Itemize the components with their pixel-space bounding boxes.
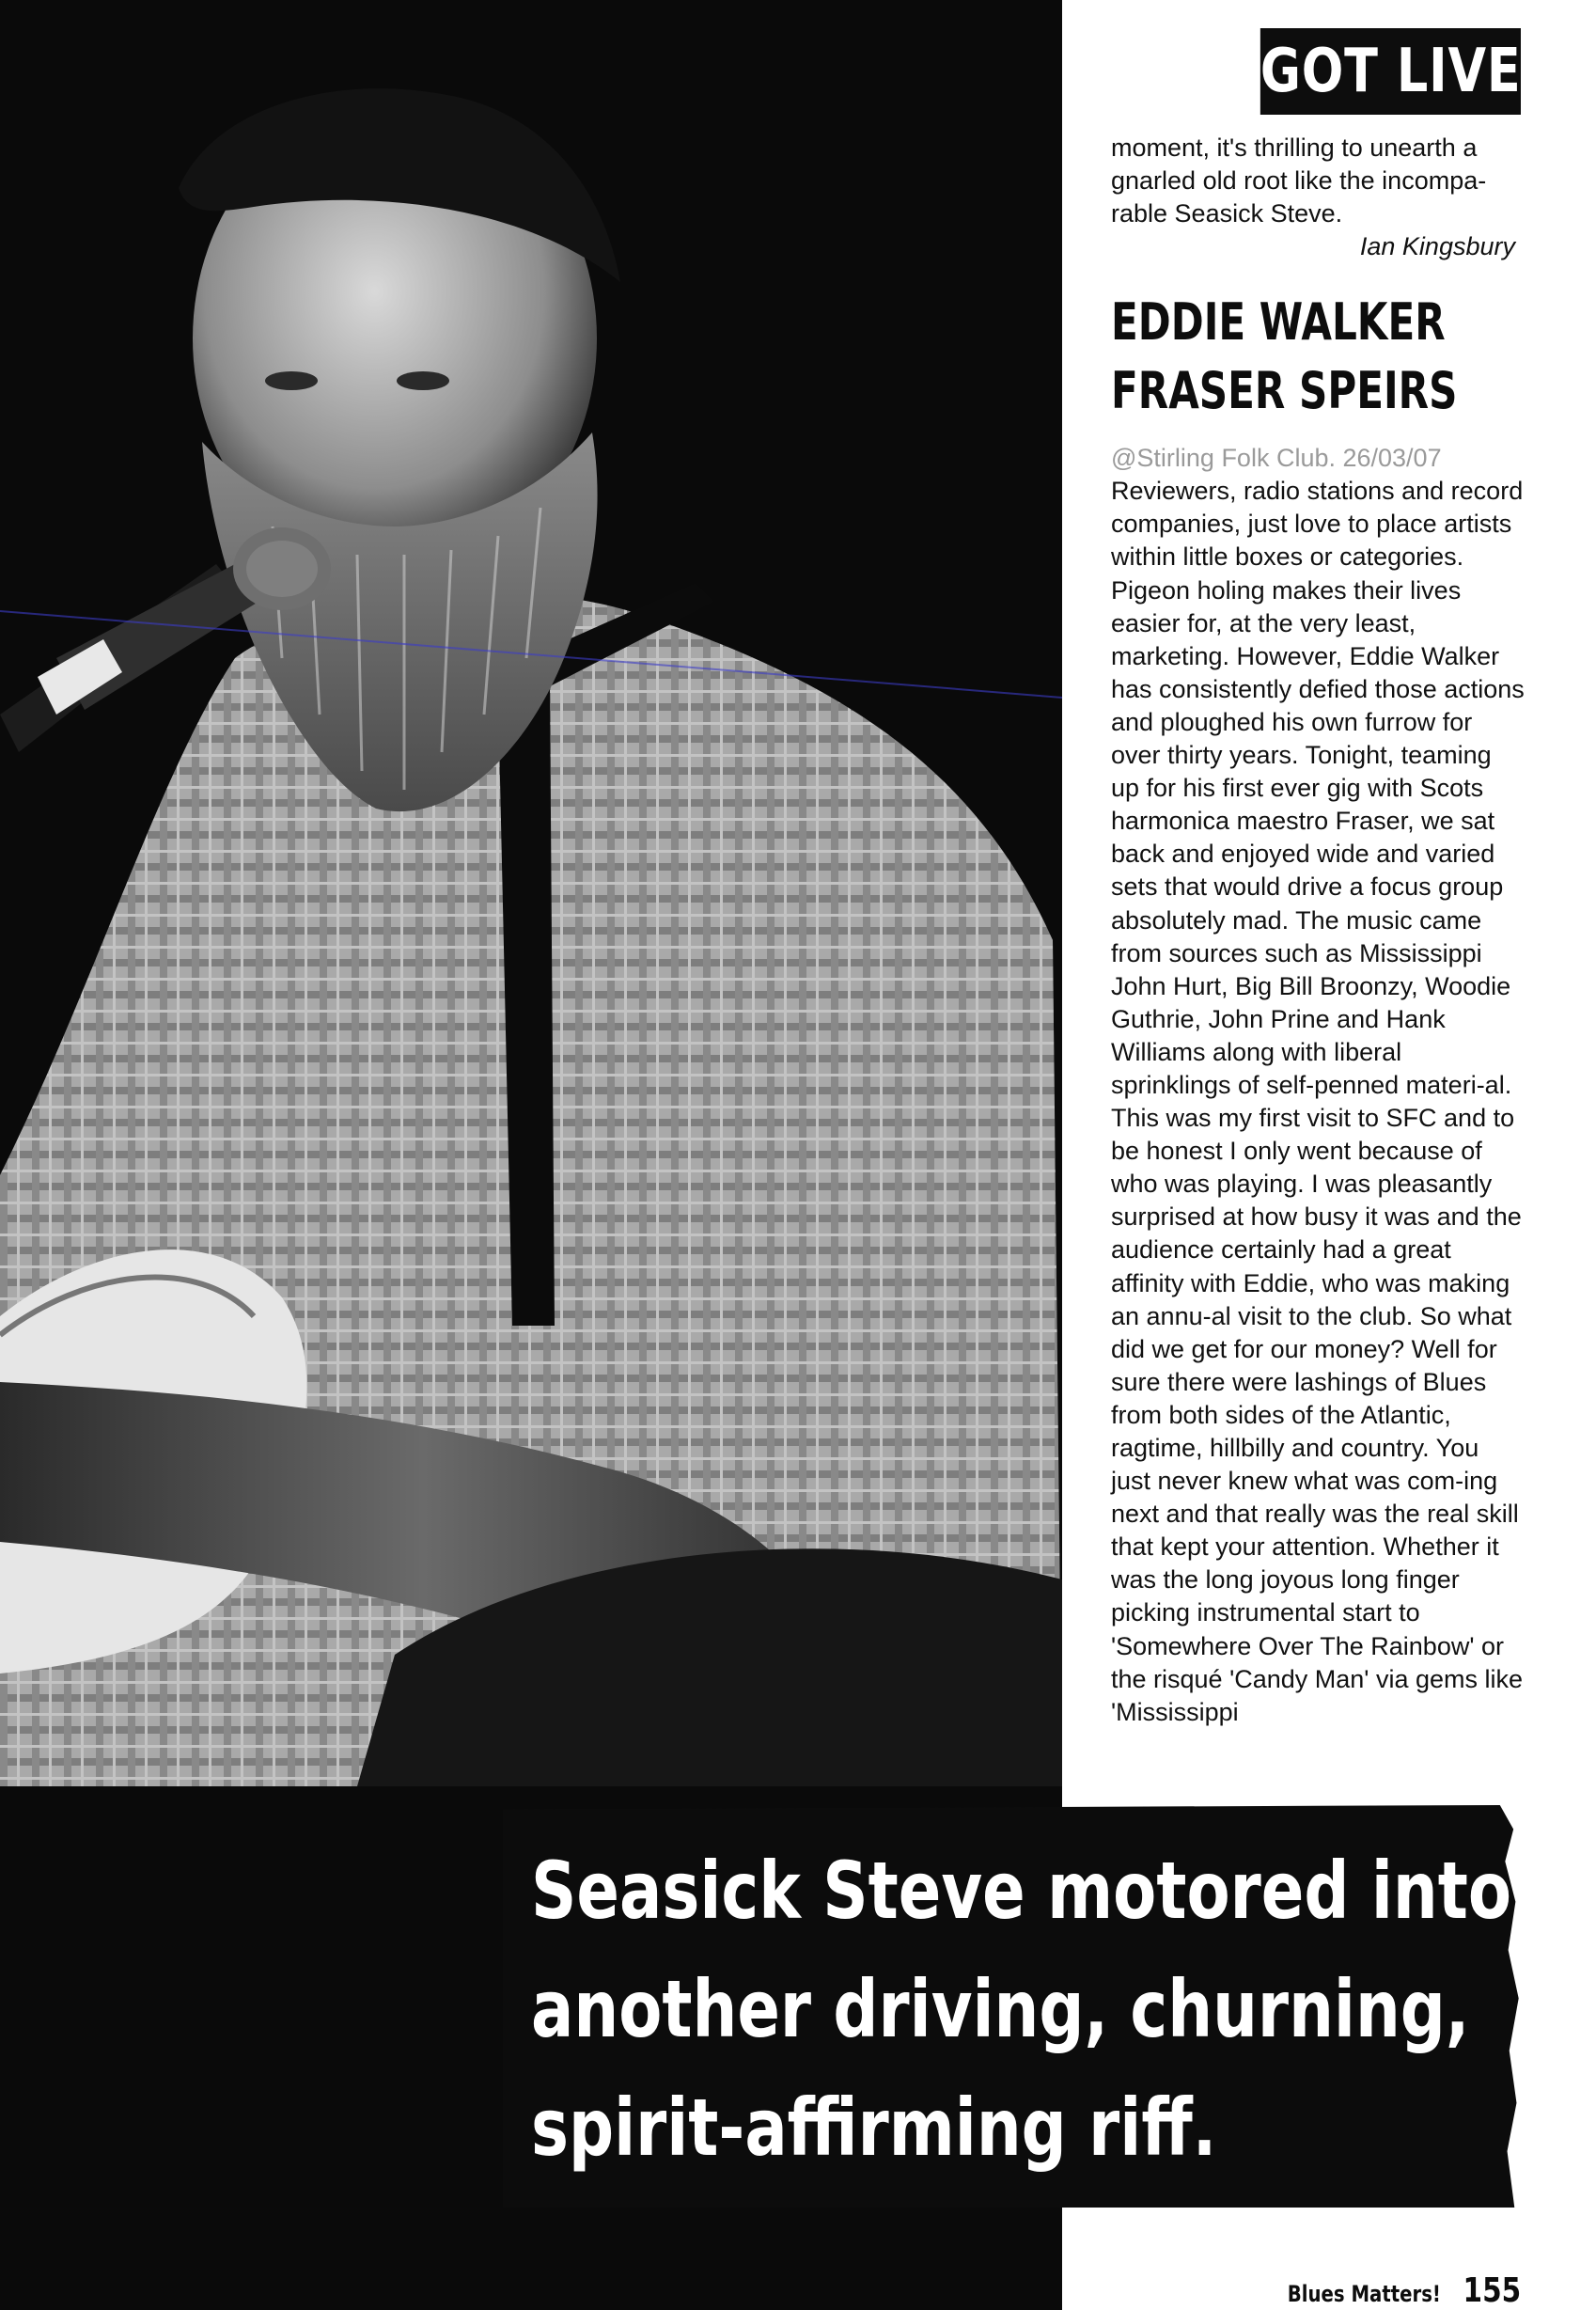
article-column	[1111, 132, 1525, 1729]
review-body: Reviewers, radio stations and record companies, just love to place artists within little boxes or categories. Pigeon holing makes their lives easier for, at the very least, marketing. However, Eddie Walker has consistently defied those actions and ploughed his own furrow for over thirty years. Tonight, teaming up for his first ever gig with Scots harmonica maestro Fraser, we sat back and enjoyed wide and varied sets that would drive a focus group absolutely mad. The music came from sources such as Mississippi John Hurt, Big Bill Broonzy, Woodie Guthrie, John Prine and Hank Williams along with liberal sprinklings of self-penned materi-al. This was my first visit to SFC and to be honest I only went because of who was playing. I was pleasantly surprised at how busy it was and the audience certainly had a great affinity with Eddie, who was making an annu-al visit to the club. So what did we get for our money? Well for sure there were lashings of Blues from both sides of the Atlantic, ragtime, hillbilly and country. You just never knew what was com-ing next and that really was the real skill that kept your attention. Whether it was the long joyous long finger picking instrumental start to 'Somewhere Over The Rainbow' or the risqué 'Candy Man' via gems like 'Mississippi	[1111, 477, 1525, 1726]
intro-paragraph: moment, it's thrilling to unearth a gnarled old root like the incompa-rable Seasick Steve.	[1111, 134, 1487, 228]
pullquote-line-3: spirit-affirming riff.	[531, 2082, 1217, 2174]
pullquote-line-2: another driving, churning,	[531, 1963, 1470, 2055]
magazine-name: Blues Matters!	[1288, 2281, 1442, 2307]
headline-line-1: EDDIE WALKER	[1111, 292, 1446, 353]
venue-date: @Stirling Folk Club. 26/03/07	[1111, 444, 1442, 473]
section-header: GOT LIVE	[1260, 28, 1521, 115]
reviewer-byline: Ian Kingsbury	[1359, 232, 1515, 261]
review-headline	[1111, 288, 1458, 425]
pullquote-line-1: Seasick Steve motored into	[531, 1845, 1512, 1937]
pullquote-text	[531, 1831, 1512, 2187]
page-footer	[1222, 2271, 1521, 2310]
headline-line-2: FRASER SPEIRS	[1111, 361, 1458, 421]
page-number: 155	[1463, 2271, 1521, 2310]
